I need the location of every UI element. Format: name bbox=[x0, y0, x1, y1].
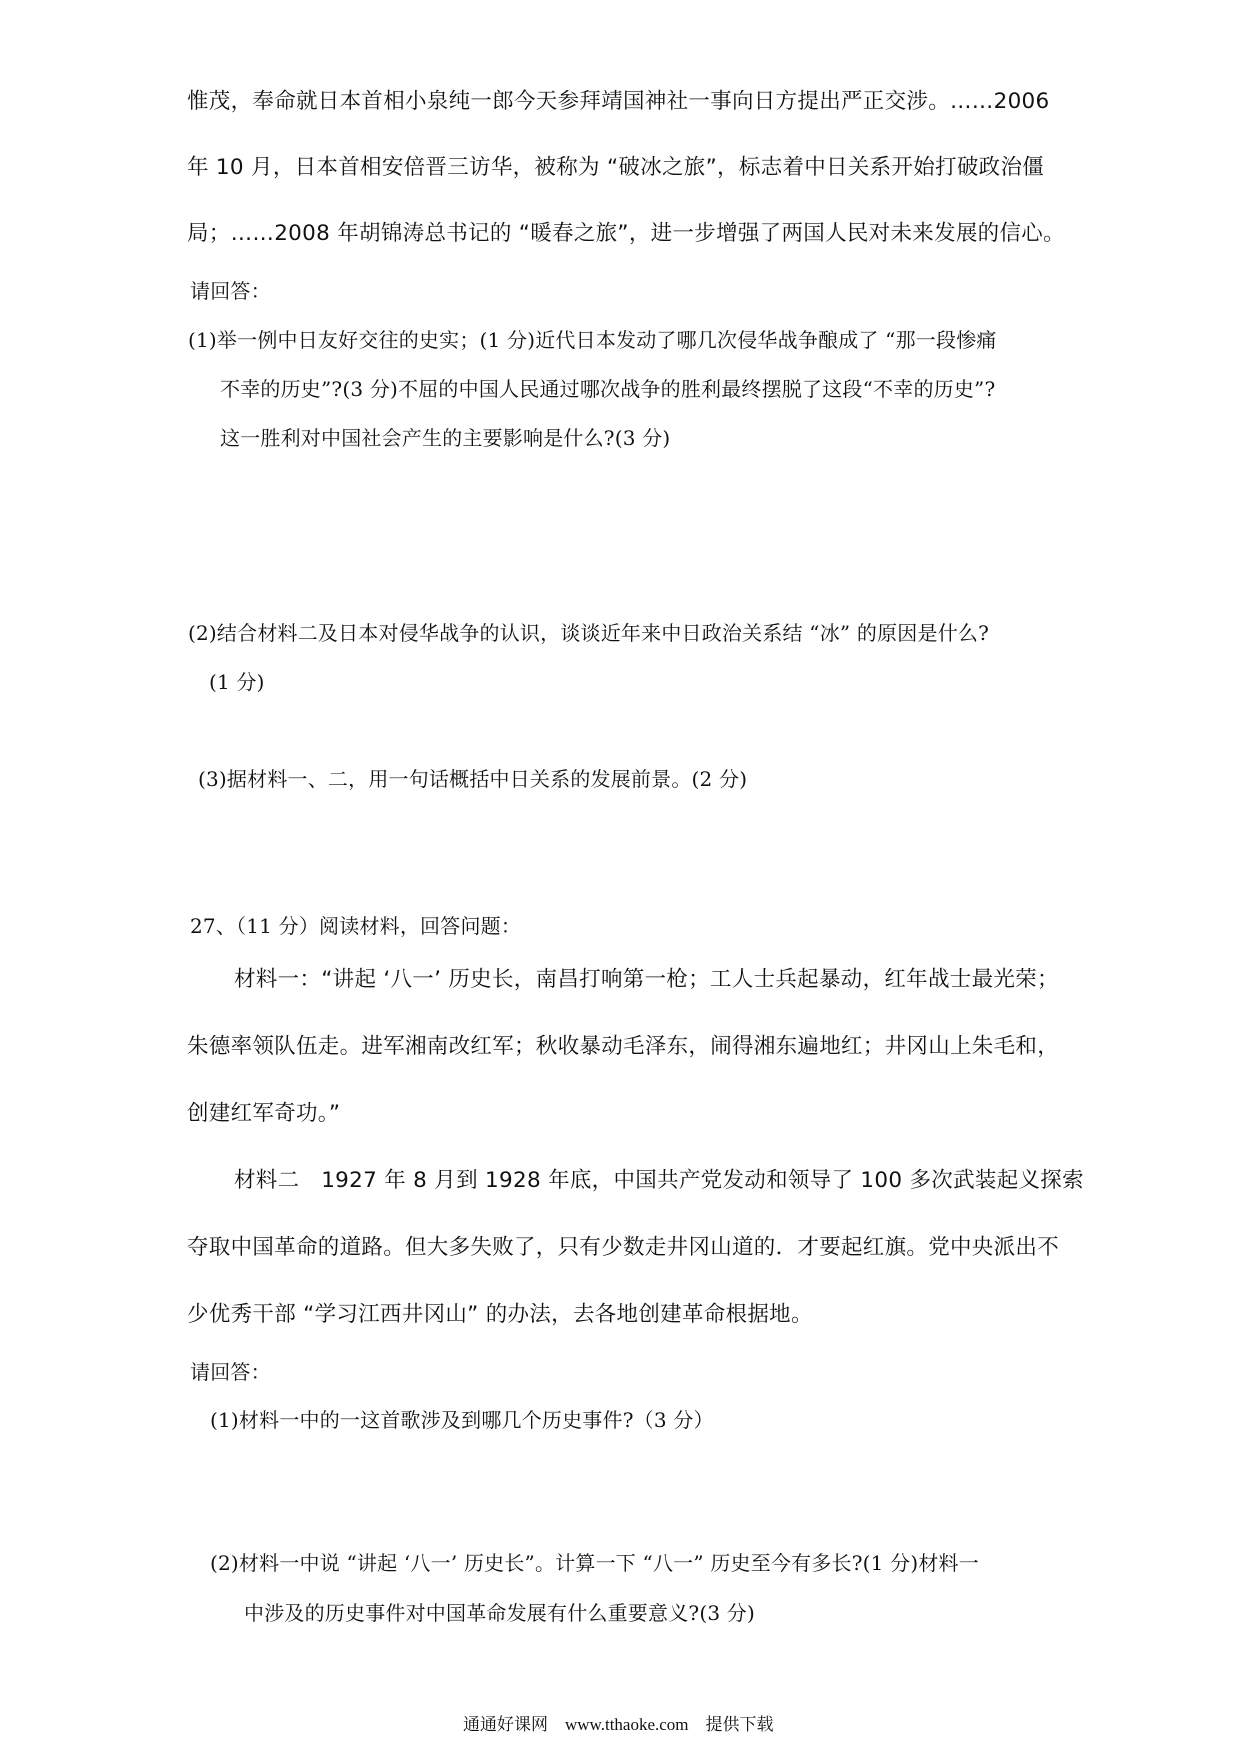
q26-1-line-2: 不幸的历史”?(3 分)不屈的中国人民通过哪次战争的胜利最终摆脱了这段“不幸的历史”? bbox=[220, 377, 996, 401]
q26-1-line-3: 这一胜利对中国社会产生的主要影响是什么?(3 分) bbox=[220, 426, 671, 450]
q27-material1-line-2: 朱德率领队伍走。进军湘南改红军；秋收暴动毛泽东，闹得湘东遍地红；井冈山上朱毛和， bbox=[187, 1034, 1060, 1059]
q27-material2-line-2: 夺取中国革命的道路。但大多失败了，只有少数走井冈山道的．才要起红旗。党中央派出不 bbox=[187, 1235, 1060, 1260]
q27-header: 27、（11 分）阅读材料，回答问题： bbox=[190, 914, 522, 938]
passage-line-3: 局；……2008 年胡锦涛总书记的 “暖春之旅”，进一步增强了两国人民对未来发展的信心。 bbox=[187, 221, 1065, 246]
passage-line-1: 惟茂，奉命就日本首相小泉纯一郎今天参拜靖国神社一事向日方提出严正交涉。……2006 bbox=[187, 89, 1050, 114]
q27-2-line-2: 中涉及的历史事件对中国革命发展有什么重要意义?(3 分) bbox=[244, 1601, 756, 1625]
q27-material1-line-1: 材料一：“讲起 ‘八一’ 历史长，南昌打响第一枪；工人士兵起暴动，红年战士最光荣； bbox=[234, 967, 1059, 992]
q26-3: (3)据材料一、二，用一句话概括中日关系的发展前景。(2 分) bbox=[198, 767, 748, 791]
q26-2-line-2: (1 分) bbox=[209, 670, 265, 694]
q27-1: (1)材料一中的一这首歌涉及到哪几个历史事件?（3 分） bbox=[210, 1408, 714, 1432]
page-footer: 通通好课网 www.tthaoke.com 提供下载 bbox=[463, 1715, 774, 1734]
q27-2-line-1: (2)材料一中说 “讲起 ‘八一’ 历史长”。计算一下 “八一” 历史至今有多长?(1 分)材料一 bbox=[210, 1551, 979, 1575]
passage-line-2: 年 10 月，日本首相安倍晋三访华，被称为 “破冰之旅”，标志着中日关系开始打破政治僵 bbox=[187, 155, 1045, 180]
q27-prompt: 请回答： bbox=[190, 1360, 271, 1384]
q27-material1-line-3: 创建红军奇功。” bbox=[187, 1101, 341, 1126]
q26-1-line-1: (1)举一例中日友好交往的史实；(1 分)近代日本发动了哪几次侵华战争酿成了 “那一段惨痛 bbox=[188, 328, 997, 352]
q27-material2-line-1: 材料二 1927 年 8 月到 1928 年底，中国共产党发动和领导了 100 多次武装起义探索 bbox=[234, 1168, 1084, 1193]
q27-material2-line-3: 少优秀干部 “学习江西井冈山” 的办法，去各地创建革命根据地。 bbox=[187, 1302, 813, 1327]
q26-2-line-1: (2)结合材料二及日本对侵华战争的认识，谈谈近年来中日政治关系结 “冰” 的原因是什么? bbox=[188, 621, 990, 645]
q26-prompt: 请回答： bbox=[190, 279, 271, 303]
